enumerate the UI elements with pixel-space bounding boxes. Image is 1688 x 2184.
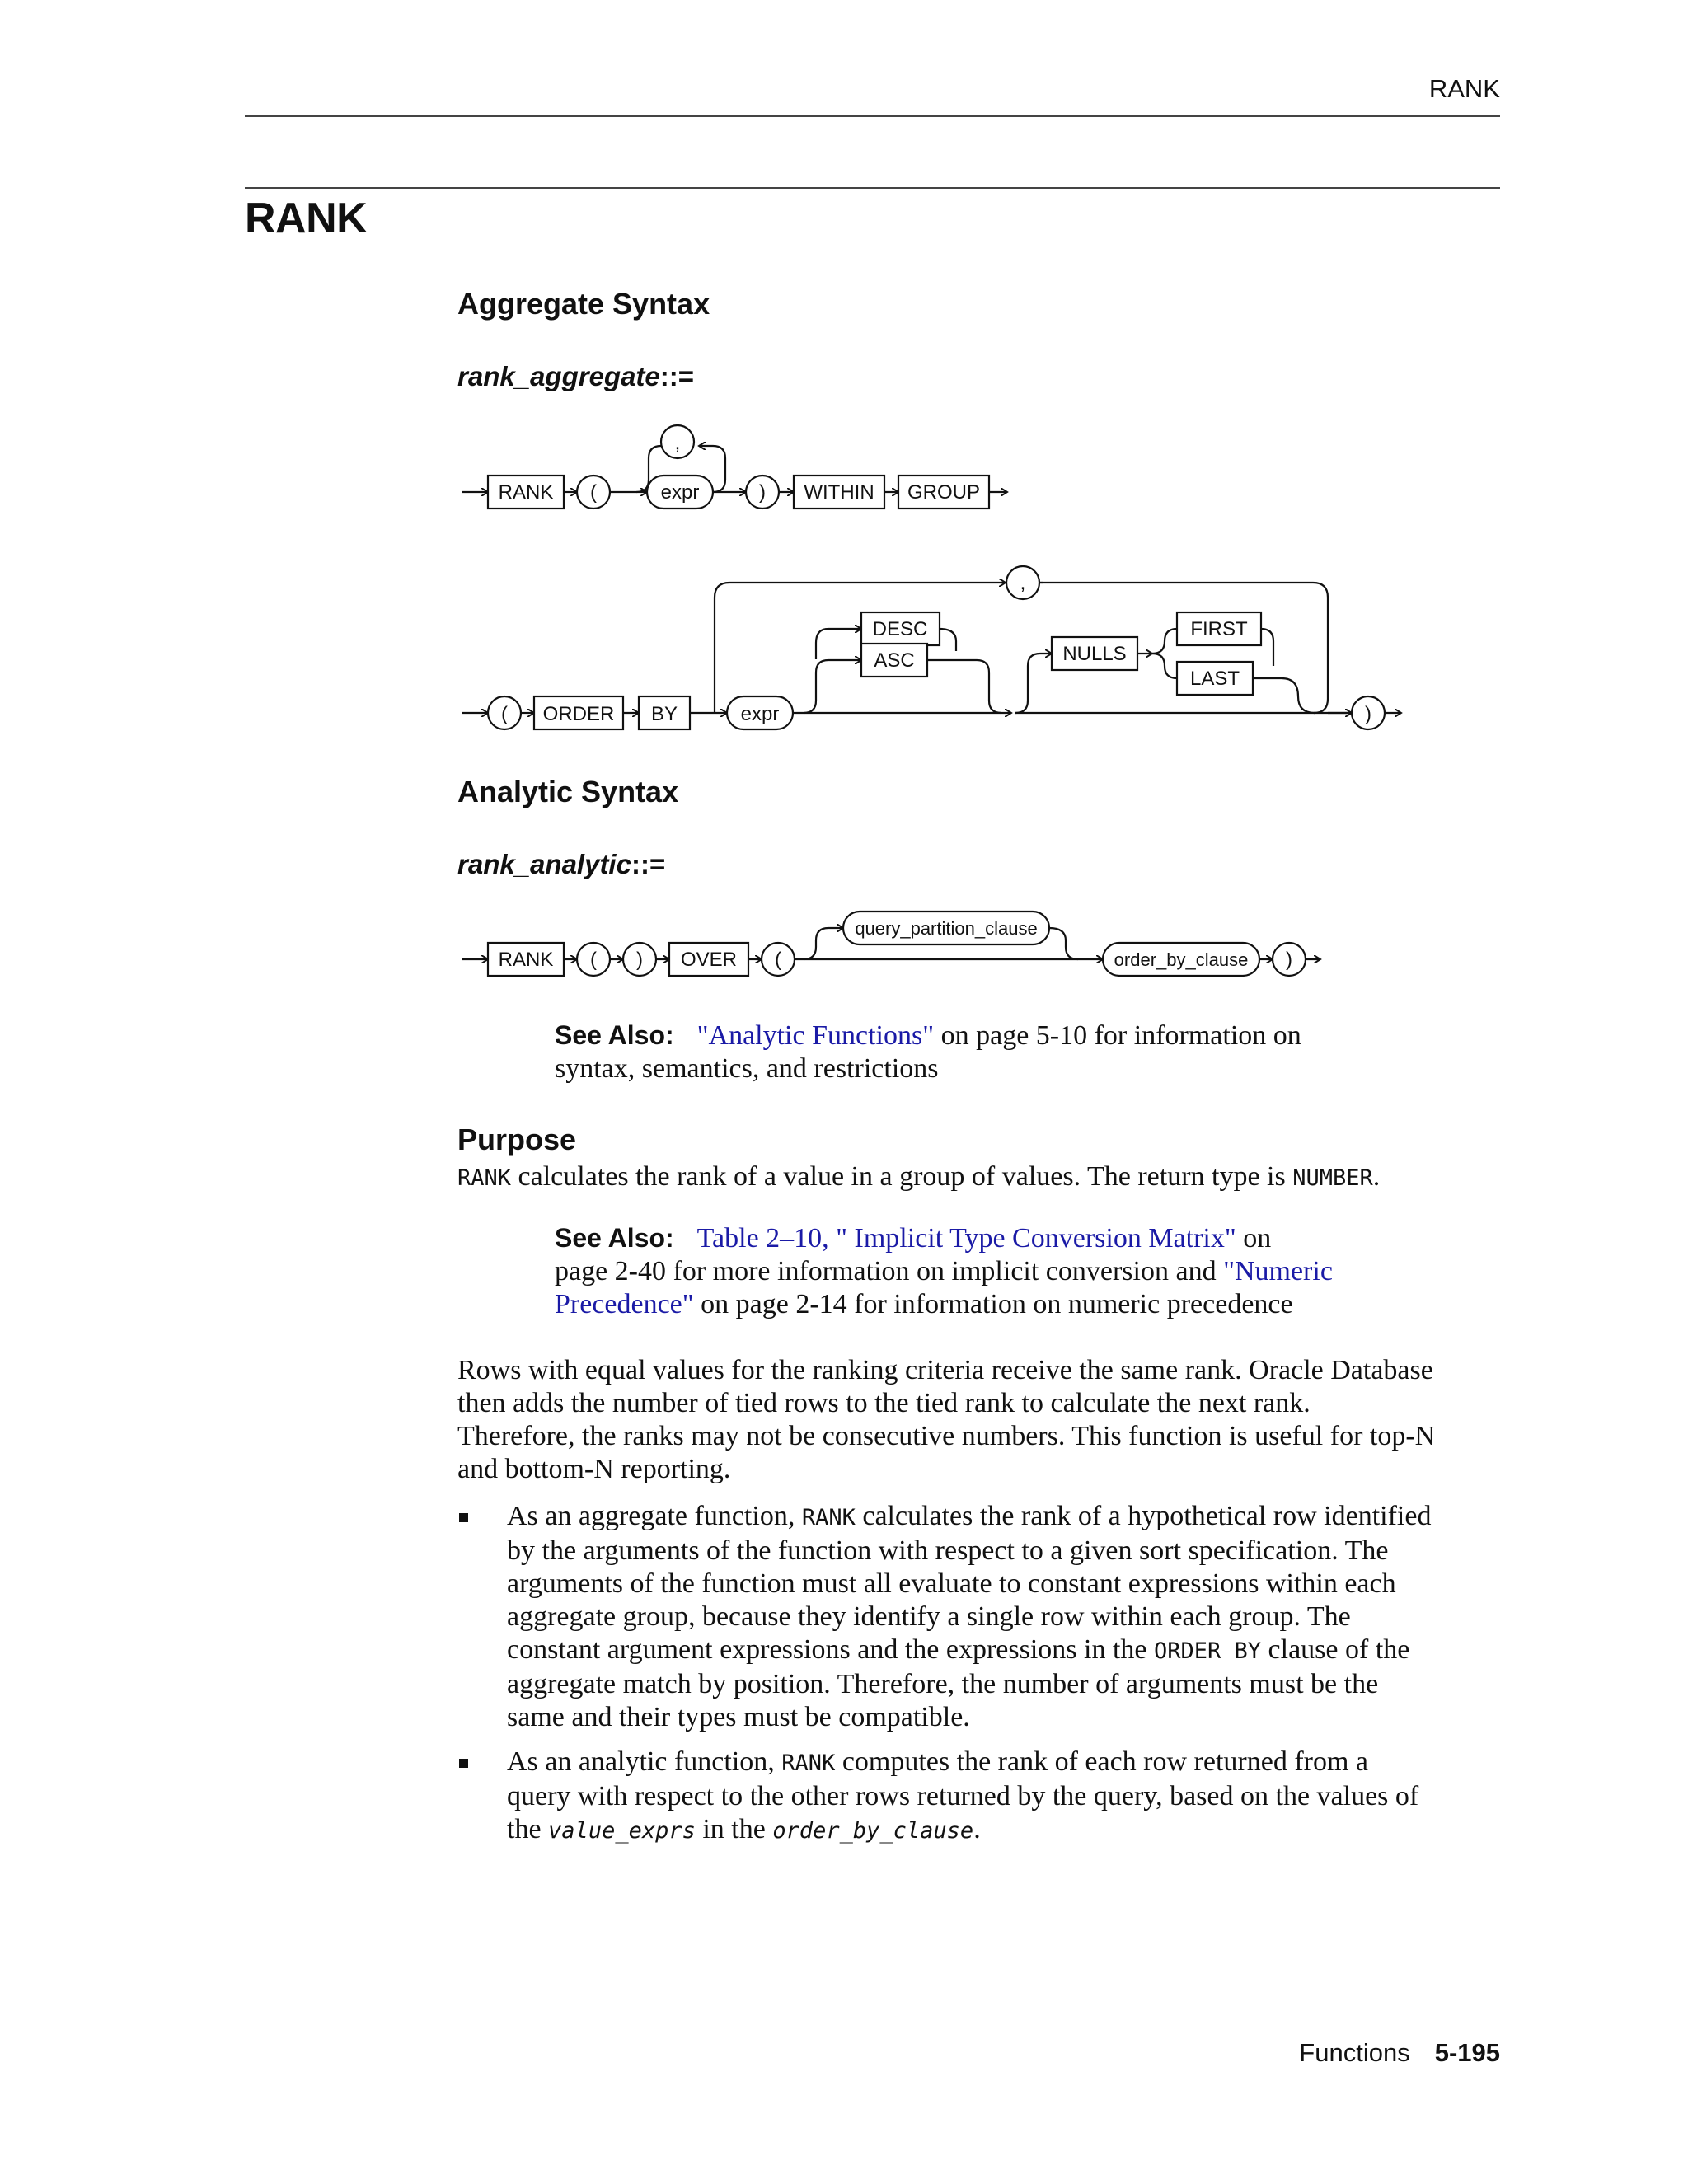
first-keyword-box: FIRST [1190, 618, 1248, 640]
footer-section: Functions [1299, 2038, 1410, 2067]
running-header: RANK [1428, 74, 1500, 103]
purpose-intro: RANK calculates the rank of a value in a group of values. The return type is NUMBER. [457, 1161, 1381, 1192]
order-by-clause-oval: order_by_clause [1114, 949, 1249, 970]
rank-keyword-box: RANK [498, 481, 554, 504]
see-also-label: See Also: [555, 1020, 674, 1050]
rank-keyword-box-analytic: RANK [498, 949, 554, 971]
order-keyword-box: ORDER [542, 703, 615, 725]
numeric-precedence-link[interactable]: "Numeric [1223, 1256, 1333, 1286]
rparen-oval: ) [759, 481, 766, 504]
analytic-functions-link[interactable]: "Analytic Functions" [696, 1020, 935, 1051]
analytic-syntax-heading: Analytic Syntax [457, 775, 679, 808]
rank-analytic-production: rank_analytic::= [457, 849, 666, 879]
nulls-keyword-box: NULLS [1062, 643, 1127, 665]
see-also-label-2: See Also: [555, 1223, 674, 1253]
running-footer [245, 2038, 1500, 2068]
bullet-marker [459, 1513, 468, 1522]
asc-keyword-box: ASC [874, 649, 915, 672]
last-keyword-box: LAST [1189, 668, 1240, 690]
footer-page-number: 5-195 [1434, 2038, 1500, 2067]
comma-oval-2: , [1020, 572, 1026, 594]
lparen-oval-analytic: ( [590, 949, 597, 971]
rparen-oval-analytic: ) [636, 949, 643, 971]
desc-keyword-box: DESC [872, 618, 928, 640]
purpose-heading: Purpose [457, 1122, 577, 1156]
implicit-conversion-link[interactable]: Table 2–10, " Implicit Type Conversion Matrix" [696, 1223, 1236, 1254]
analytic-bullet: As an analytic function, RANK computes the rank of each row returned from a query with respect to the other rows returned by the query, based on the values of the value_exprs in the order_by_clause. [507, 1746, 1419, 1844]
by-keyword-box: BY [650, 703, 678, 725]
see-also-purpose: See Also: Table 2–10, " Implicit Type Conversion Matrix" on page 2-40 for more information on implicit conversion and "Numeric Precedence" on page 2-14 for information on numeric precedence [555, 1223, 1333, 1319]
lparen2-oval-analytic: ( [775, 949, 781, 971]
lparen-oval: ( [590, 481, 597, 504]
ranking-paragraph: Rows with equal values for the ranking criteria receive the same rank. Oracle Database then adds the number of tied rows to the tied rank to calculate the next rank. Therefore, the ranks may not be consecutive numbers. This function is useful for top-N and bottom-N reporting. [457, 1355, 1436, 1484]
expr-oval: expr [660, 481, 700, 504]
bullet-marker [459, 1759, 468, 1768]
aggregate-bullet: As an aggregate function, RANK calculates the rank of a hypothetical row identified by the arguments of the function with respect to a given sort specification. The arguments of the function must all evaluate to constant expressions within each aggregate group, because they identify a single row within each group. The constant argument expressions and the expressions in the ORDER BY clause of the aggregate match by position. Therefore, the number of arguments must be the same and their types must be compatible. [507, 1501, 1432, 1732]
expr-oval-2: expr [740, 703, 780, 725]
rparen2-oval-analytic: ) [1286, 949, 1292, 971]
numeric-precedence-link-cont[interactable]: Precedence" [555, 1289, 694, 1319]
page-title: RANK [245, 194, 368, 242]
aggregate-syntax-heading: Aggregate Syntax [457, 287, 710, 321]
lparen-oval-2: ( [501, 703, 508, 725]
over-keyword-box: OVER [680, 949, 738, 971]
rparen-oval-2: ) [1365, 703, 1372, 725]
comma-oval: , [674, 432, 681, 454]
within-keyword-box: WITHIN [804, 481, 874, 504]
rank-aggregate-production: rank_aggregate::= [457, 361, 695, 391]
query-partition-clause-oval: query_partition_clause [855, 918, 1038, 939]
group-keyword-box: GROUP [907, 481, 981, 504]
see-also-analytic: See Also: "Analytic Functions" on page 5-10 for information on syntax, semantics, and restrictions [555, 1020, 1301, 1084]
